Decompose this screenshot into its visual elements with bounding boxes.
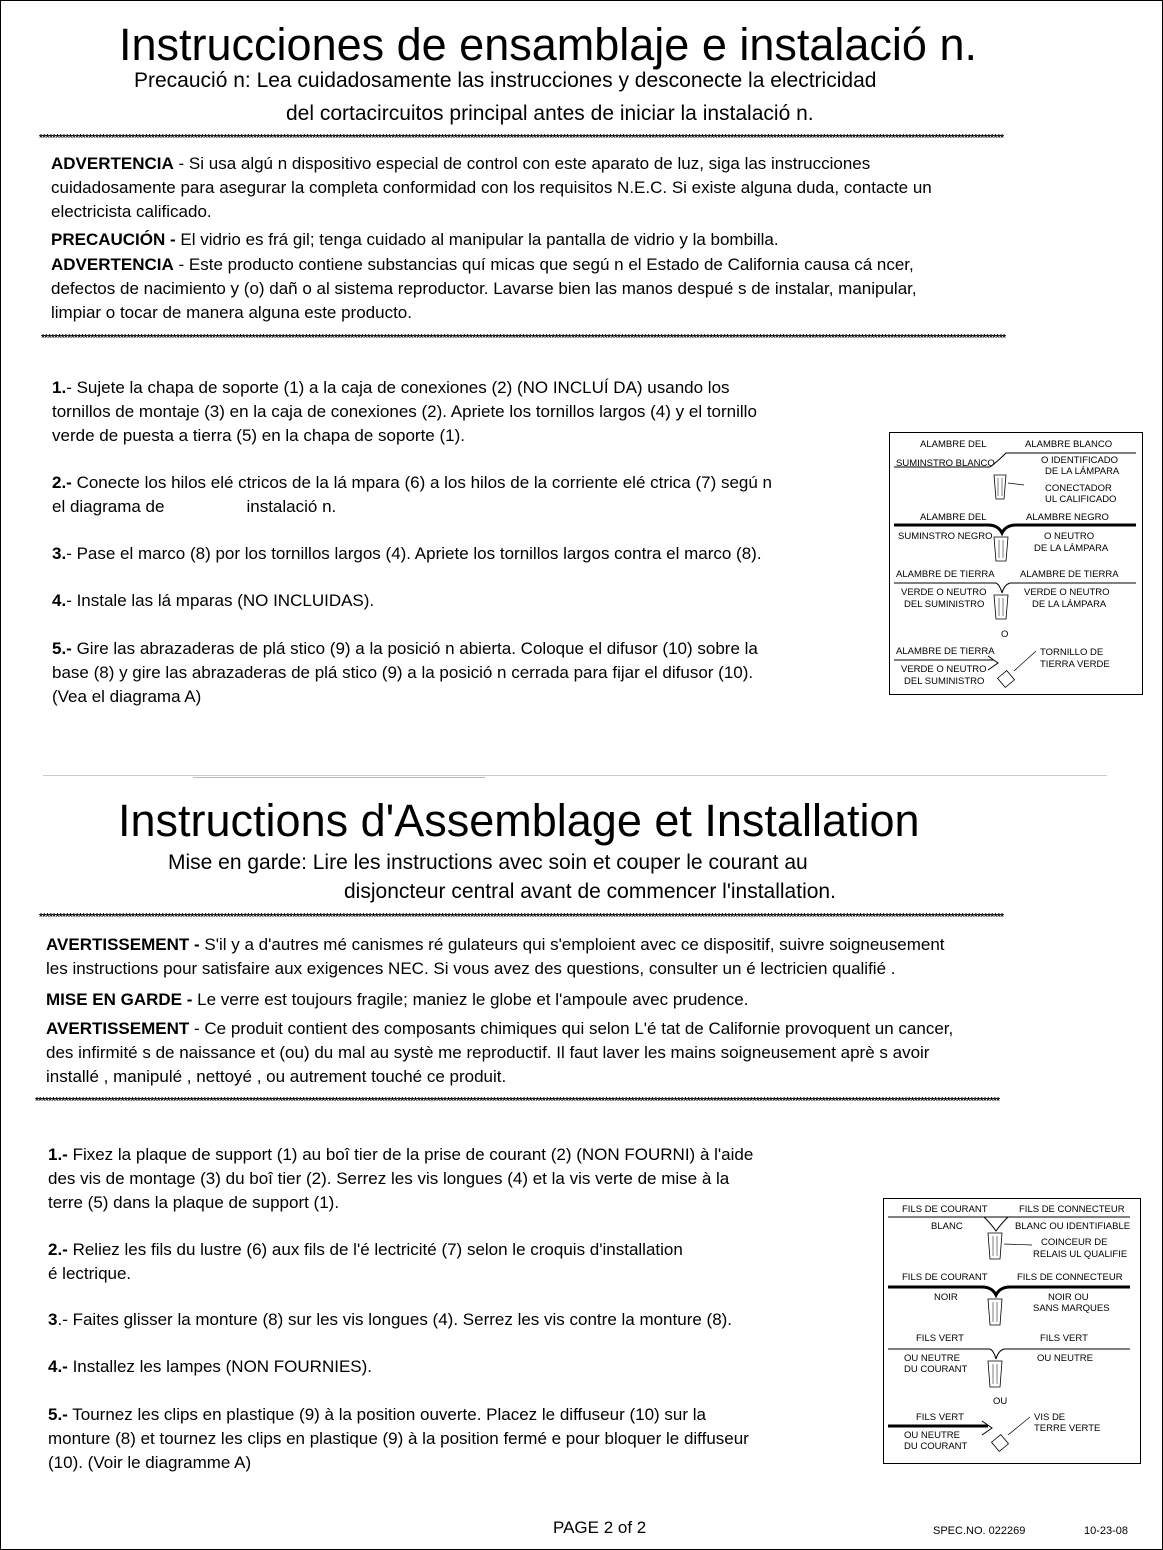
diagram-label: DE LA LÁMPARA — [1045, 466, 1120, 477]
french-wiring-diagram — [883, 1198, 1141, 1464]
french-warning-1 — [46, 933, 945, 981]
step-text: base (8) y gire las abrazaderas de plá stico (9) a la posició n cerrada para fijar el difusor (10). — [52, 663, 754, 682]
diagram-label: BLANC — [931, 1221, 963, 1232]
step-number: 3 — [48, 1310, 58, 1329]
asterisk-divider: ***************************************************************************************************************************************************************************************************************************************************************************************************** — [41, 334, 1006, 344]
diagram-label: DU COURANT — [904, 1441, 968, 1452]
step-text: instalació n. — [246, 497, 337, 516]
step-text: verde de puesta a tierra (5) en la chapa de soporte (1). — [52, 426, 465, 445]
diagram-label: TORNILLO DE — [1040, 647, 1104, 658]
warning-text: electricista calificado. — [51, 202, 212, 221]
diagram-label: COINCEUR DE — [1041, 1237, 1108, 1248]
spanish-step-1 — [52, 376, 757, 448]
diagram-label: TIERRA VERDE — [1040, 659, 1110, 670]
diagram-label: RELAIS UL QUALIFIE — [1033, 1249, 1128, 1260]
step-text: (Vea el diagrama A) — [52, 687, 202, 706]
warning-text: cuidadosamente para asegurar la completa conformidad con los requisitos N.E.C. Si existe alguna duda, contacte un — [51, 178, 932, 197]
step-number: 1. — [52, 378, 67, 397]
diagram-label: SUMINSTRO NEGRO — [898, 531, 993, 542]
step-number: 5.- — [52, 639, 72, 658]
step-number: 3. — [52, 544, 67, 563]
spanish-step-3 — [52, 542, 762, 566]
asterisk-divider: ***************************************************************************************************************************************************************************************************************************************************************************************************** — [39, 913, 1004, 923]
section-divider — [193, 777, 485, 778]
spanish-warning-3 — [51, 253, 917, 325]
spanish-step-4 — [52, 589, 374, 613]
diagram-label: ALAMBRE DE TIERRA — [1020, 569, 1119, 580]
step-text: é lectrique. — [48, 1264, 132, 1283]
warning-label: ADVERTENCIA — [51, 255, 174, 274]
step-text: Conecte los hilos elé ctricos de la lá mpara (6) a los hilos de la corriente elé ctrica (7) segú n — [71, 473, 773, 492]
warning-text: limpiar o tocar de manera alguna este producto. — [51, 303, 412, 322]
warning-label: ADVERTENCIA — [51, 154, 174, 173]
diagram-label: VERDE O NEUTRO — [1024, 587, 1110, 598]
diagram-label: O IDENTIFICADO — [1041, 455, 1119, 466]
diagram-label: ALAMBRE BLANCO — [1025, 439, 1113, 450]
step-text: - Sujete la chapa de soporte (1) a la caja de conexiones (2) (NO INCLUÍ DA) usando los — [66, 378, 730, 397]
step-number: 5.- — [48, 1405, 68, 1424]
asterisk-divider: ***************************************************************************************************************************************************************************************************************************************************************************************************** — [39, 134, 1004, 144]
warning-text: - Si usa algú n dispositivo especial de control con este aparato de luz, siga las instrucciones — [173, 154, 871, 173]
warning-text: des infirmité s de naissance et (ou) du mal au systè me reproductif. Il faut laver les mains soigneusement aprè s avoir — [46, 1043, 930, 1062]
french-step-3 — [48, 1308, 732, 1332]
french-warning-2 — [46, 988, 748, 1012]
step-number: 1.- — [48, 1145, 68, 1164]
step-text: terre (5) dans la plaque de support (1). — [48, 1193, 340, 1212]
step-text: el diagrama de — [52, 497, 165, 516]
diagram-label: FILS VERT — [916, 1333, 964, 1344]
diagram-label: ALAMBRE DEL — [920, 439, 987, 450]
spanish-step-2 — [52, 471, 772, 519]
diagram-label: DEL SUMINISTRO — [904, 676, 985, 687]
diagram-label: DE LA LÁMPARA — [1034, 543, 1109, 554]
step-text: Fixez la plaque de support (1) au boî tier de la prise de courant (2) (NON FOURNI) à l'aide — [67, 1145, 754, 1164]
diagram-label: O NEUTRO — [1044, 531, 1095, 542]
diagram-label: SUMINSTRO BLANCO — [896, 458, 995, 469]
french-caution-line1: Mise en garde: Lire les instructions avec soin et couper le courant au — [168, 851, 808, 874]
french-step-2 — [48, 1238, 683, 1286]
step-text: .- Faites glisser la monture (8) sur les vis longues (4). Serrez les vis contre la monture (8). — [57, 1310, 733, 1329]
warning-text: les instructions pour satisfaire aux exigences NEC. Si vous avez des questions, consulter un é lectricien qualifié . — [46, 959, 896, 978]
french-step-5 — [48, 1403, 749, 1475]
warning-text: - Ce produit contient des composants chimiques qui selon L'é tat de Californie provoquent un cancer, — [189, 1019, 954, 1038]
diagram-label: FILS DE COURANT — [902, 1272, 988, 1283]
step-number: 2.- — [52, 473, 72, 492]
french-step-4 — [48, 1355, 372, 1379]
step-number: 4. — [52, 591, 67, 610]
section-divider — [43, 775, 1107, 776]
step-text: Reliez les fils du lustre (6) aux fils de l'é lectricité (7) selon le croquis d'installation — [67, 1240, 683, 1259]
diagram-label: UL CALIFICADO — [1045, 494, 1117, 505]
french-step-1 — [48, 1143, 753, 1215]
spanish-caution-line2: del cortacircuitos principal antes de iniciar la instalació n. — [286, 102, 814, 125]
caution-text: El vidrio es frá gil; tenga cuidado al manipular la pantalla de vidrio y la bombilla. — [175, 230, 779, 249]
spanish-title: Instrucciones de ensamblaje e instalació n. — [119, 19, 977, 70]
spanish-step-5 — [52, 637, 758, 709]
step-text: Gire las abrazaderas de plá stico (9) a la posició n abierta. Coloque el difusor (10) sobre la — [71, 639, 758, 658]
diagram-label: FILS DE CONNECTEUR — [1019, 1204, 1125, 1215]
caution-label: MISE EN GARDE - — [46, 990, 193, 1009]
diagram-label: VERDE O NEUTRO — [901, 587, 987, 598]
diagram-label: CONECTADOR — [1045, 483, 1112, 494]
diagram-label: SANS MARQUES — [1033, 1303, 1110, 1314]
spanish-warning-2 — [51, 228, 779, 252]
french-caution-line2: disjoncteur central avant de commencer l'installation. — [344, 880, 836, 903]
diagram-label: FILS VERT — [1040, 1333, 1088, 1344]
diagram-label: DU COURANT — [904, 1364, 968, 1375]
diagram-label: VIS DE — [1034, 1412, 1066, 1423]
french-title: Instructions d'Assemblage et Installation — [118, 795, 920, 846]
diagram-label: ALAMBRE NEGRO — [1026, 512, 1109, 523]
diagram-label: FILS DE COURANT — [902, 1204, 988, 1215]
diagram-label: OU NEUTRE — [904, 1430, 960, 1441]
diagram-label: OU NEUTRE — [1037, 1353, 1093, 1364]
step-text: Installez les lampes (NON FOURNIES). — [67, 1357, 373, 1376]
warning-text: - Este producto contiene substancias quí micas que segú n el Estado de California causa cá ncer, — [173, 255, 914, 274]
caution-text: Le verre est toujours fragile; maniez le globe et l'ampoule avec prudence. — [192, 990, 749, 1009]
diagram-label: BLANC OU IDENTIFIABLE — [1015, 1221, 1131, 1232]
diagram-label: NOIR — [934, 1292, 958, 1303]
diagram-label: VERDE O NEUTRO — [901, 664, 987, 675]
spanish-warning-1 — [51, 152, 932, 224]
diagram-label: ALAMBRE DE TIERRA — [896, 569, 995, 580]
diagram-label: OU — [993, 1396, 1008, 1407]
spec-number: SPEC.NO. 022269 — [933, 1525, 1026, 1537]
diagram-label: NOIR OU — [1048, 1292, 1089, 1303]
step-number: 2.- — [48, 1240, 68, 1259]
step-text: - Instale las lá mparas (NO INCLUIDAS). — [66, 591, 375, 610]
diagram-label: ALAMBRE DEL — [920, 512, 987, 523]
warning-text: S'il y a d'autres mé canismes ré gulateurs qui s'emploient avec ce dispositif, suivre soigneusement — [199, 935, 945, 954]
step-text: tornillos de montaje (3) en la caja de conexiones (2). Apriete los tornillos largos (4) y el tornillo — [52, 402, 757, 421]
step-text: - Pase el marco (8) por los tornillos largos (4). Apriete los tornillos largos contra el marco (8). — [66, 544, 762, 563]
warning-label: AVERTISSEMENT — [46, 1019, 190, 1038]
step-text: (10). (Voir le diagramme A) — [48, 1453, 252, 1472]
caution-label: PRECAUCIÓN - — [51, 230, 176, 249]
french-warning-3 — [46, 1017, 953, 1089]
diagram-label: DEL SUMINISTRO — [904, 599, 985, 610]
page-number: PAGE 2 of 2 — [553, 1518, 647, 1537]
warning-text: installé , manipulé , nettoyé , ou autrement touché ce produit. — [46, 1067, 507, 1086]
diagram-label: FILS VERT — [916, 1412, 964, 1423]
asterisk-divider: ***************************************************************************************************************************************************************************************************************************************************************************************************** — [35, 1097, 1000, 1107]
step-text: des vis de montage (3) du boî tier (2). Serrez les vis longues (4) et la vis verte de mise à la — [48, 1169, 730, 1188]
diagram-label: FILS DE CONNECTEUR — [1017, 1272, 1123, 1283]
diagram-label: O — [1001, 629, 1009, 640]
diagram-label: TERRE VERTE — [1034, 1423, 1101, 1434]
step-text: Tournez les clips en plastique (9) à la position ouverte. Placez le diffuseur (10) sur la — [67, 1405, 706, 1424]
diagram-label: OU NEUTRE — [904, 1353, 960, 1364]
step-number: 4.- — [48, 1357, 68, 1376]
spanish-wiring-diagram — [889, 432, 1143, 695]
diagram-label: DE LA LÁMPARA — [1032, 599, 1107, 610]
diagram-label: ALAMBRE DE TIERRA — [896, 646, 995, 657]
spanish-caution-line1: Precaució n: Lea cuidadosamente las instrucciones y desconecte la electricidad — [134, 69, 877, 92]
warning-label: AVERTISSEMENT - — [46, 935, 200, 954]
step-text: monture (8) et tournez les clips en plastique (9) à la position fermé e pour bloquer le diffuseur — [48, 1429, 749, 1448]
warning-text: defectos de nacimiento y (o) dañ o al sistema reproductor. Lavarse bien las manos despué s de instalar, manipular, — [51, 279, 917, 298]
revision-date: 10-23-08 — [1084, 1525, 1129, 1537]
